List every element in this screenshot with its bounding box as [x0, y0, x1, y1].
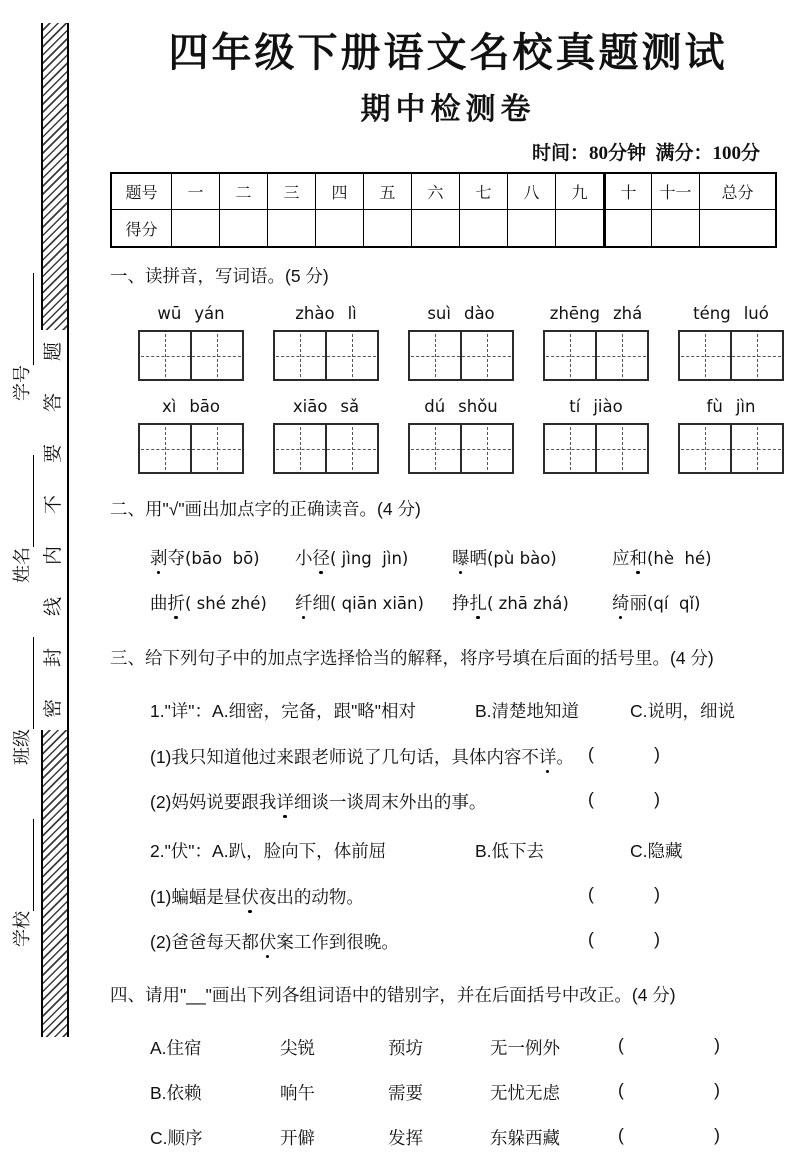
q3-groups [110, 688, 786, 964]
writing-cell [597, 425, 647, 472]
q2-words-row-2 [110, 580, 786, 625]
sentence-post: 案工作到很晚。 [276, 932, 399, 952]
q2-pinyin-options: ( zhā zhá) [487, 594, 569, 613]
student-info-label: 学校 [12, 911, 32, 947]
dotted-character: 伏 [259, 929, 277, 954]
pinyin-syllable: bāo [189, 397, 221, 416]
q2-pinyin-options: ( jìng jìn) [330, 549, 409, 568]
writing-cell [192, 332, 242, 379]
character-writing-box [408, 423, 514, 474]
dotted-character: 曝 [452, 545, 470, 570]
dotted-character: 和 [630, 545, 648, 570]
q3-lead: 1."详"： [150, 701, 213, 721]
paper-subtitle: 期中检测卷 [360, 93, 536, 126]
q4-word: 发挥 [388, 1128, 423, 1148]
pinyin-syllable: wū [157, 304, 182, 323]
pinyin-syllable: zhēng [549, 304, 600, 323]
writing-cell [275, 332, 327, 379]
student-info-label: 学号 [12, 365, 32, 401]
q3-option-line [110, 688, 786, 734]
q4-word-row [110, 1070, 786, 1115]
question-2-heading: 二、用"√"画出加点字的正确读音。(4 分) [110, 499, 421, 519]
writing-cell [545, 425, 597, 472]
dotted-character: 折 [168, 590, 186, 615]
student-info-label: 班级 [12, 729, 32, 765]
q4-word: C.顺序 [150, 1128, 203, 1148]
q3-lead: 2."伏"： [150, 841, 213, 861]
q3-sentence-text [150, 744, 574, 769]
pinyin-label [408, 304, 514, 330]
q2-pinyin-options: (hè hé) [647, 549, 712, 568]
character: 曲 [150, 593, 168, 613]
score-table-column-header: 六 [412, 174, 460, 210]
seal-line-column [41, 23, 69, 1037]
sentence-post: 细谈一谈周末外出的事。 [293, 792, 487, 812]
time-score-line: 时间：80分钟 满分：100分 [531, 143, 760, 164]
character: 小 [295, 548, 313, 568]
answer-brackets [588, 744, 660, 765]
character: 夺 [167, 548, 185, 568]
q2-word-item [150, 545, 260, 570]
writing-cell [732, 332, 782, 379]
pinyin-row-1 [110, 304, 786, 381]
student-info-item [8, 637, 34, 765]
q3-lead-and-option-a [150, 698, 416, 723]
correction-brackets [618, 1125, 720, 1146]
q3-option-a: A.趴，脸向下，体前屈 [212, 841, 387, 861]
character-writing-box [678, 330, 784, 381]
q4-rows [110, 1025, 786, 1160]
q2-pinyin-options: (pù bào) [487, 549, 557, 568]
q4-word: 无忧无虑 [490, 1083, 560, 1103]
score-table-empty-cell [220, 210, 268, 246]
writing-cell [327, 332, 377, 379]
dotted-character: 剥 [150, 545, 168, 570]
q2-pinyin-options: (qí qǐ) [647, 594, 701, 613]
pinyin-word-group [138, 397, 244, 474]
writing-cell [275, 425, 327, 472]
seal-line-char: 线 [43, 596, 65, 617]
writing-cell [545, 332, 597, 379]
q4-word-row [110, 1025, 786, 1070]
score-table-column-header: 八 [508, 174, 556, 210]
writing-cell [410, 425, 462, 472]
score-table-empty-cell [700, 210, 775, 246]
q4-word: 预坊 [388, 1038, 423, 1058]
seal-line-text [41, 330, 67, 730]
q3-sentence-text [150, 929, 399, 954]
answer-brackets [588, 929, 660, 950]
score-table-empty-cell [268, 210, 316, 246]
q3-sentence-text [150, 789, 486, 814]
character-writing-box [543, 423, 649, 474]
sentence-pre: (1)我只知道他过来跟老师说了几句话，具体内容不 [150, 747, 539, 767]
bracket-open: ( [618, 1125, 624, 1145]
bracket-close: ) [714, 1125, 720, 1145]
seal-line-char: 密 [43, 698, 65, 719]
character-writing-box [273, 423, 379, 474]
score-table-empty-cell [652, 210, 700, 246]
pinyin-syllable: téng [693, 304, 731, 323]
bracket-close: ) [654, 789, 660, 809]
pinyin-syllable: shǒu [458, 397, 498, 416]
score-table [110, 172, 777, 248]
writing-cell [140, 425, 192, 472]
sentence-post: 。 [556, 747, 574, 767]
score-table-empty-cell [172, 210, 220, 246]
score-table-empty-cell [364, 210, 412, 246]
writing-cell [140, 332, 192, 379]
score-table-corner-label: 题号 [112, 174, 172, 210]
pinyin-label [543, 304, 649, 330]
seal-line-char: 内 [43, 545, 65, 566]
pinyin-syllable: tí [569, 397, 581, 416]
writing-cell [597, 332, 647, 379]
pinyin-label [273, 397, 379, 423]
writing-cell [680, 332, 732, 379]
q3-option-line [110, 828, 786, 874]
character-writing-box [138, 423, 244, 474]
pinyin-word-group [408, 397, 514, 474]
q4-word: B.依赖 [150, 1083, 202, 1103]
pinyin-label [408, 397, 514, 423]
student-info-rotated-strip [8, 273, 34, 947]
dotted-character: 详 [539, 744, 557, 769]
score-table-column-header: 十 [604, 174, 652, 210]
bracket-open: ( [618, 1035, 624, 1055]
bracket-open: ( [588, 929, 594, 949]
sentence-post: 夜出的动物。 [258, 887, 364, 907]
student-info-item [8, 819, 34, 947]
pinyin-row-2 [110, 397, 786, 474]
character-writing-box [273, 330, 379, 381]
character-writing-box [678, 423, 784, 474]
pinyin-word-group [273, 304, 379, 381]
q3-sentence-text [150, 884, 364, 909]
sentence-pre: (2)妈妈说要跟我 [150, 792, 277, 812]
pinyin-word-group [273, 397, 379, 474]
score-table-column-header: 十一 [652, 174, 700, 210]
score-table-column-header: 一 [172, 174, 220, 210]
q3-option-a: A.细密，完备，跟"略"相对 [212, 701, 416, 721]
q4-word-row [110, 1115, 786, 1160]
sentence-pre: (1)蝙蝠是昼 [150, 887, 242, 907]
q3-sentence-line [110, 919, 786, 964]
bracket-open: ( [618, 1080, 624, 1100]
paper-title: 四年级下册语文名校真题测试 [168, 30, 728, 75]
seal-line-char: 题 [43, 341, 65, 362]
pinyin-label [678, 304, 784, 330]
bracket-close: ) [714, 1035, 720, 1055]
pinyin-syllable: dú [424, 397, 446, 416]
pinyin-syllable: xiāo [292, 397, 328, 416]
writing-cell [732, 425, 782, 472]
pinyin-label [138, 397, 244, 423]
q3-option-c: C.说明，细说 [630, 701, 735, 721]
student-info-item [8, 455, 34, 583]
q3-option-b: B.清楚地知道 [475, 701, 580, 721]
pinyin-syllable: yán [194, 304, 225, 323]
score-table-column-header: 七 [460, 174, 508, 210]
q2-word-item [295, 545, 408, 570]
writing-cell [680, 425, 732, 472]
character-writing-box [408, 330, 514, 381]
q2-pinyin-options: (bāo bō) [185, 549, 260, 568]
pinyin-word-group [543, 397, 649, 474]
score-table-column-header: 二 [220, 174, 268, 210]
student-info-labels [0, 98, 42, 1122]
student-info-label: 姓名 [12, 547, 32, 583]
pinyin-syllable: lì [347, 304, 357, 323]
pinyin-syllable: dào [463, 304, 495, 323]
dotted-character: 绮 [612, 590, 630, 615]
bracket-open: ( [588, 884, 594, 904]
bracket-open: ( [588, 744, 594, 764]
paper-content [110, 0, 786, 1160]
pinyin-label [138, 304, 244, 330]
pinyin-syllable: zhá [612, 304, 643, 323]
pinyin-syllable: xì [161, 397, 177, 416]
seal-line-char: 封 [43, 647, 65, 668]
score-table-empty-cell [604, 210, 652, 246]
score-table-empty-cell [412, 210, 460, 246]
q4-word: 需要 [388, 1083, 423, 1103]
pinyin-word-group [408, 304, 514, 381]
q4-word: 尖锐 [280, 1038, 315, 1058]
pinyin-syllable: jiào [593, 397, 623, 416]
answer-brackets [588, 789, 660, 810]
score-table-empty-cell [508, 210, 556, 246]
question-4-heading: 四、请用"__"画出下列各组词语中的错别字，并在后面括号中改正。(4 分) [110, 985, 676, 1005]
dotted-character: 径 [313, 545, 331, 570]
bracket-close: ) [654, 744, 660, 764]
q4-word: 东躲西藏 [490, 1128, 560, 1148]
sentence-pre: (2)爸爸每天都 [150, 932, 259, 952]
pinyin-syllable: suì [427, 304, 451, 323]
seal-line-char: 不 [43, 494, 65, 515]
answer-brackets [588, 884, 660, 905]
score-table-column-header: 三 [268, 174, 316, 210]
score-table-column-header: 五 [364, 174, 412, 210]
character: 细 [312, 593, 330, 613]
writing-cell [462, 425, 512, 472]
pinyin-word-group [138, 304, 244, 381]
bracket-close: ) [654, 929, 660, 949]
q4-word: A.住宿 [150, 1038, 202, 1058]
score-table-column-header: 九 [556, 174, 604, 210]
dotted-character: 详 [276, 789, 294, 814]
writing-cell [410, 332, 462, 379]
score-table-empty-cell [460, 210, 508, 246]
q2-word-item [612, 545, 712, 570]
q3-sentence-line [110, 734, 786, 779]
score-table-score-label: 得分 [112, 210, 172, 246]
score-table-empty-cell [556, 210, 604, 246]
seal-hatch-bottom [41, 730, 67, 1037]
dotted-character: 扎 [470, 590, 488, 615]
q2-word-item [452, 545, 557, 570]
character-writing-box [138, 330, 244, 381]
score-table-empty-cell [316, 210, 364, 246]
bracket-close: ) [714, 1080, 720, 1100]
pinyin-word-group [678, 397, 784, 474]
q2-word-item [452, 590, 569, 615]
character-writing-box [543, 330, 649, 381]
writing-cell [327, 425, 377, 472]
seal-line-char: 答 [43, 392, 65, 413]
q3-sentence-line [110, 779, 786, 824]
pinyin-syllable: fù [706, 397, 723, 416]
pinyin-syllable: sǎ [340, 397, 360, 416]
q2-words-row-1 [110, 535, 786, 580]
seal-line-char: 要 [43, 443, 65, 464]
q4-word: 开僻 [280, 1128, 315, 1148]
q2-pinyin-options: ( shé zhé) [185, 594, 267, 613]
score-table-column-header: 总分 [700, 174, 775, 210]
correction-brackets [618, 1080, 720, 1101]
q4-word: 响午 [280, 1083, 315, 1103]
q3-sentence-line [110, 874, 786, 919]
correction-brackets [618, 1035, 720, 1056]
dotted-character: 纤 [295, 590, 313, 615]
character: 应 [612, 548, 630, 568]
seal-hatch-top [41, 23, 67, 330]
score-table-column-header: 四 [316, 174, 364, 210]
character: 挣 [452, 593, 470, 613]
student-info-blank-line [30, 455, 34, 547]
pinyin-word-group [543, 304, 649, 381]
q2-word-item [612, 590, 700, 615]
student-info-blank-line [30, 273, 34, 365]
q3-option-b: B.低下去 [475, 841, 545, 861]
q2-pinyin-options: ( qiān xiān) [330, 594, 424, 613]
pinyin-syllable: jìn [735, 397, 756, 416]
pinyin-label [543, 397, 649, 423]
student-info-item [8, 273, 34, 401]
student-info-blank-line [30, 637, 34, 729]
bracket-close: ) [654, 884, 660, 904]
q2-word-item [150, 590, 267, 615]
question-3-heading: 三、给下列句子中的加点字选择恰当的解释，将序号填在后面的括号里。(4 分) [110, 648, 714, 668]
pinyin-label [273, 304, 379, 330]
pinyin-syllable: zhào [295, 304, 335, 323]
pinyin-label [678, 397, 784, 423]
q3-lead-and-option-a [150, 838, 386, 863]
q2-word-item [295, 590, 424, 615]
pinyin-word-group [678, 304, 784, 381]
character: 丽 [629, 593, 647, 613]
dotted-character: 伏 [241, 884, 259, 909]
bracket-open: ( [588, 789, 594, 809]
character: 晒 [469, 548, 487, 568]
writing-cell [192, 425, 242, 472]
question-1-heading: 一、读拼音，写词语。(5 分) [110, 266, 329, 286]
writing-cell [462, 332, 512, 379]
q3-option-c: C.隐藏 [630, 841, 683, 861]
student-info-blank-line [30, 819, 34, 911]
pinyin-syllable: luó [743, 304, 769, 323]
q4-word: 无一例外 [490, 1038, 560, 1058]
